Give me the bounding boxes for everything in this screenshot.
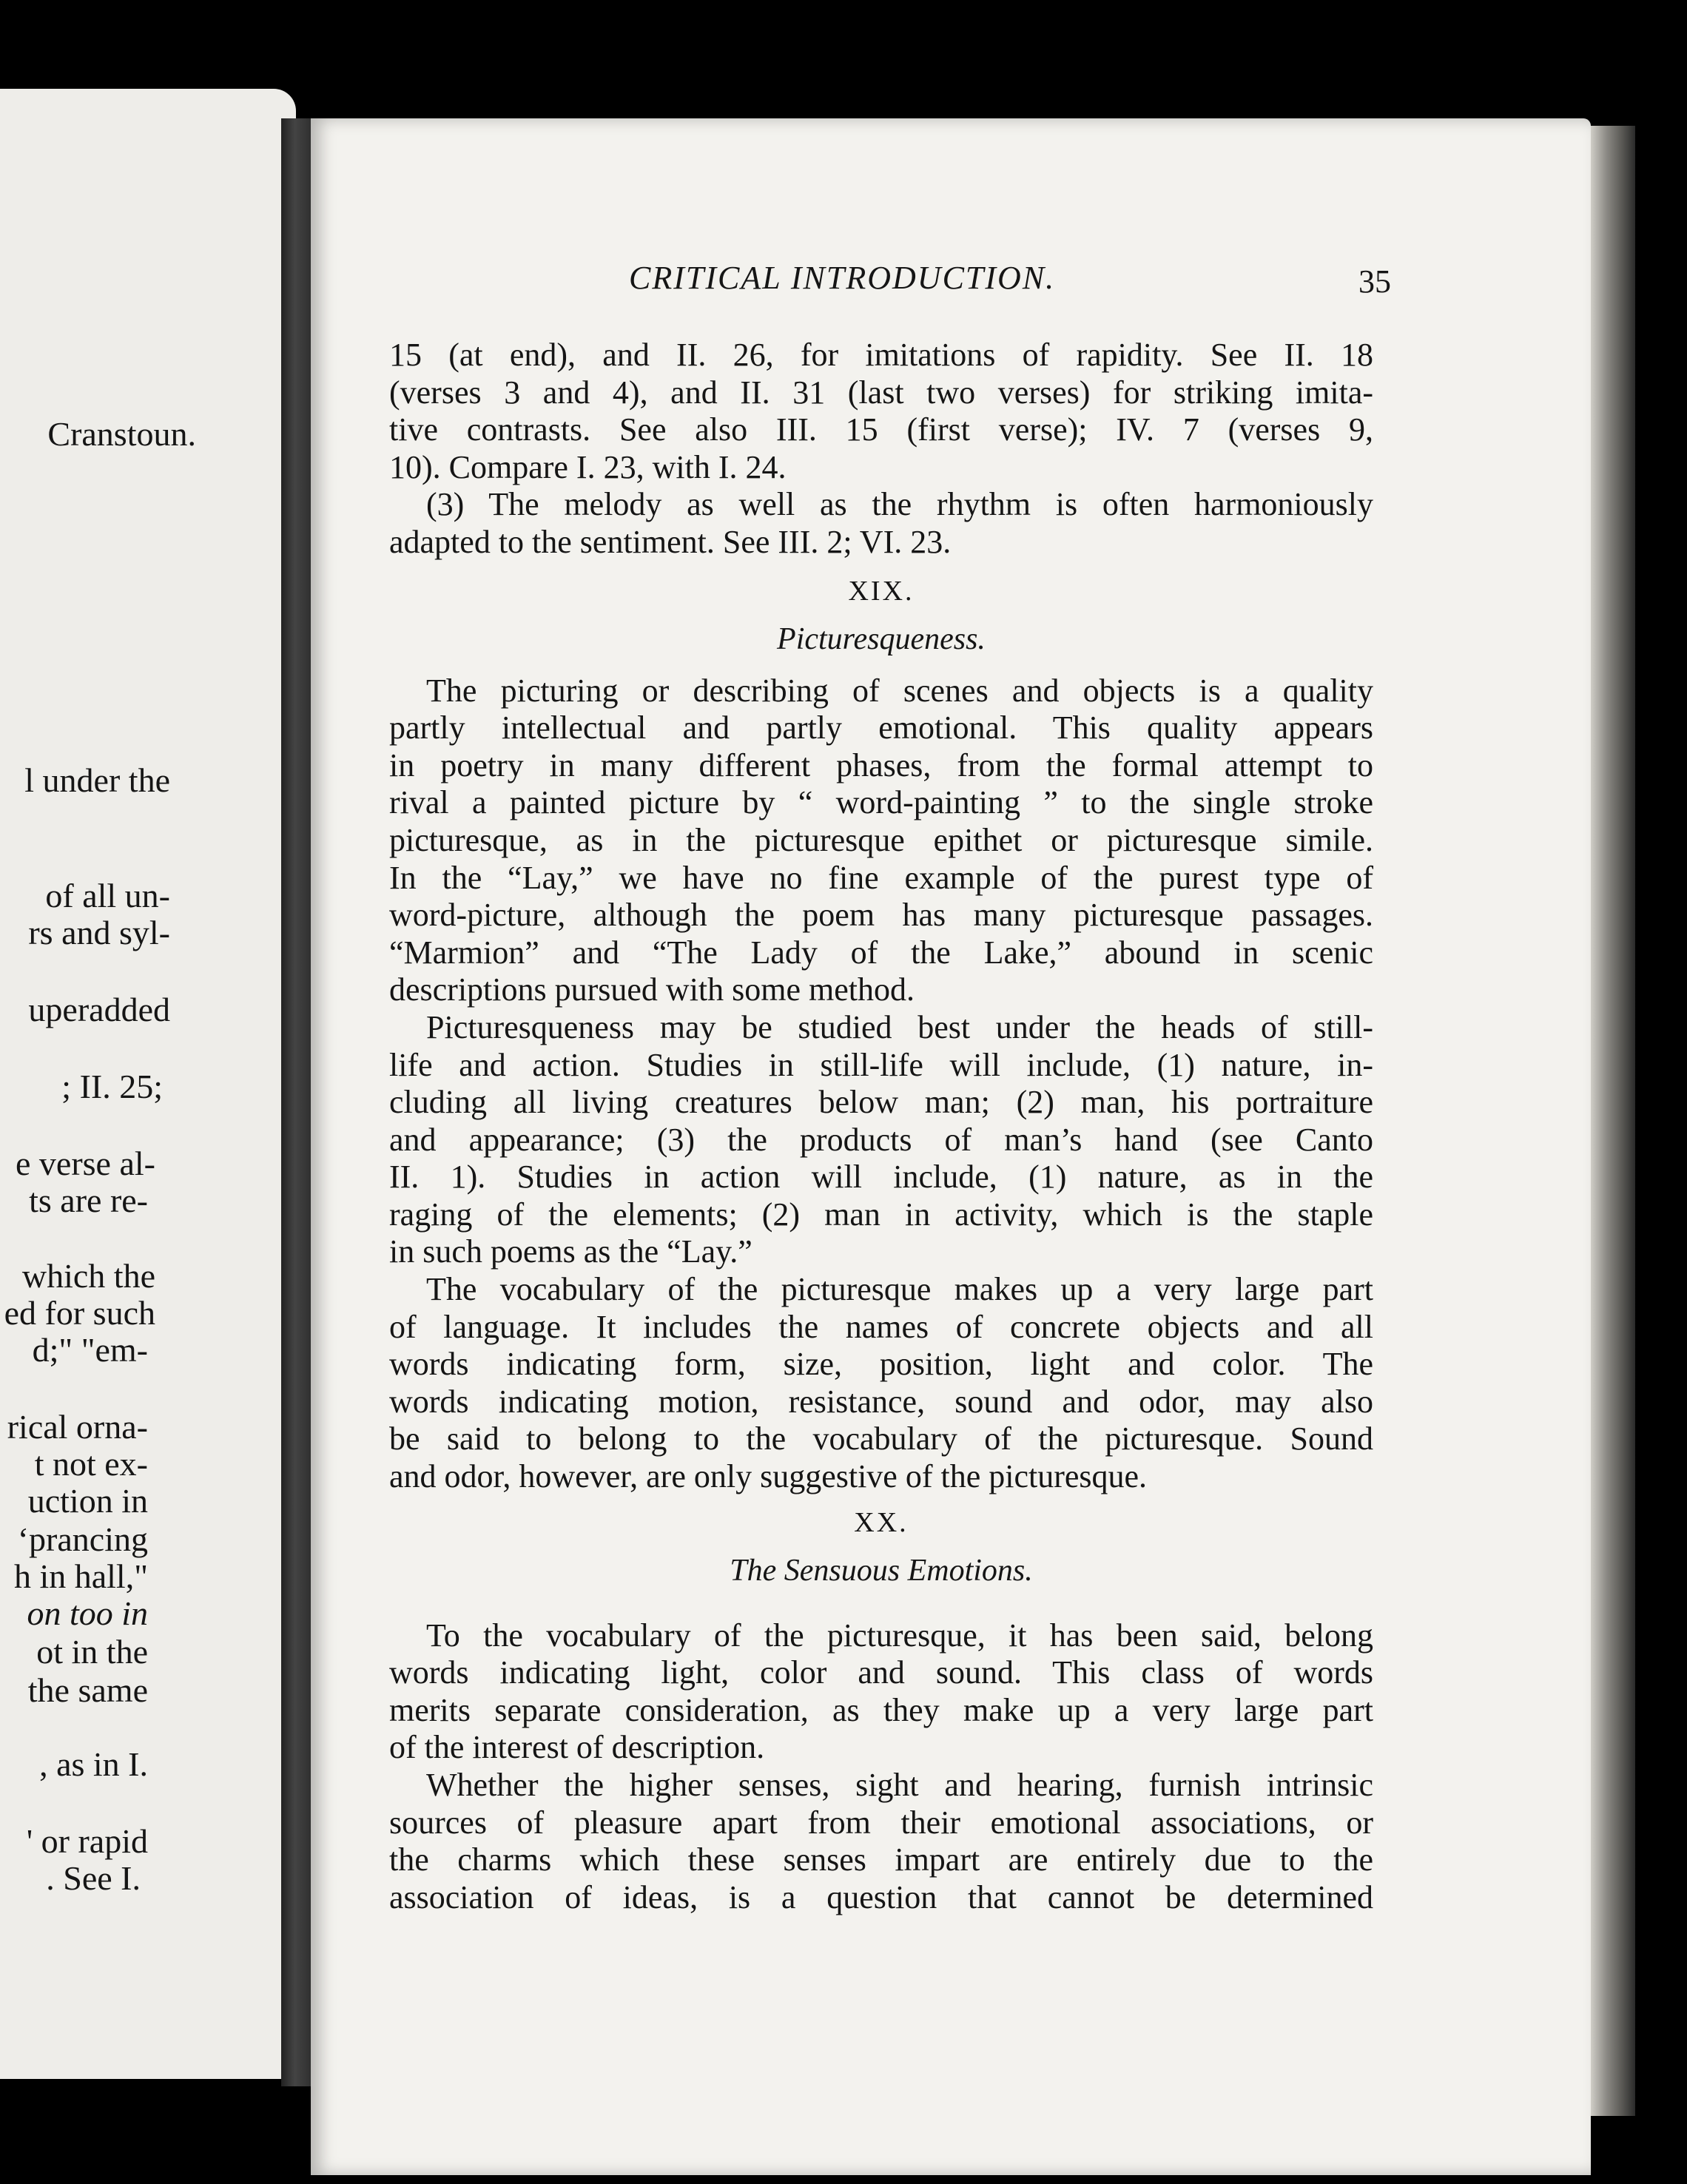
text-line: Whether the higher senses, sight and hearing, furnish intrinsic [426, 1767, 1373, 1803]
text-line: (verses 3 and 4), and II. 31 (last two verses) for striking imita- [389, 374, 1373, 411]
left-page-line: ; II. 25; [61, 1068, 163, 1105]
section-heading: The Sensuous Emotions. [730, 1553, 1033, 1588]
text-line: To the vocabulary of the picturesque, it has been said, belong [426, 1617, 1373, 1654]
left-page-line: e verse al- [16, 1145, 155, 1182]
left-page-line: ts are re- [29, 1182, 148, 1219]
text-line: II. 1). Studies in action will include, (1) nature, as in the [389, 1159, 1373, 1196]
text-line: in such poems as the “Lay.” [389, 1233, 752, 1270]
text-line: picturesque, as in the picturesque epithet or picturesque simile. [389, 821, 1373, 858]
text-line: (3) The melody as well as the rhythm is often harmoniously [426, 486, 1373, 523]
left-page-line: the same [27, 1671, 148, 1709]
text-line: merits separate consideration, as they make up a very large part [389, 1691, 1373, 1728]
left-page-line: d;" "em- [32, 1331, 148, 1369]
text-line: of language. It includes the names of concrete objects and all [389, 1308, 1373, 1345]
left-page-line: uperadded [28, 991, 170, 1028]
left-page-line: rs and syl- [28, 914, 170, 951]
left-page-line: ' or rapid [26, 1822, 148, 1860]
running-header [392, 259, 1391, 303]
text-line: The picturing or describing of scenes and objects is a quality [426, 672, 1373, 709]
page-edge [1591, 126, 1635, 2116]
text-line: “Marmion” and “The Lady of the Lake,” abound in scenic [389, 934, 1373, 971]
text-line: tive contrasts. See also III. 15 (first verse); IV. 7 (verses 9, [389, 411, 1373, 448]
text-line: and appearance; (3) the products of man’s hand (see Canto [389, 1121, 1373, 1158]
text-line: Picturesqueness may be studied best under the heads of still- [426, 1008, 1373, 1045]
text-line: 10). Compare I. 23, with I. 24. [389, 448, 787, 485]
text-line: adapted to the sentiment. See III. 2; VI. 23. [389, 523, 952, 560]
left-page-line: of all un- [45, 877, 170, 914]
text-line: descriptions pursued with some method. [389, 971, 915, 1008]
text-line: raging of the elements; (2) man in activity, which is the staple [389, 1196, 1373, 1233]
text-line: words indicating motion, resistance, sound and odor, may also [389, 1383, 1373, 1420]
page-number: 35 [1358, 263, 1391, 300]
text-line: and odor, however, are only suggestive of the picturesque. [389, 1458, 1148, 1495]
left-page-line: on too in [27, 1594, 148, 1632]
text-line: cluding all living creatures below man; (2) man, his portraiture [389, 1084, 1373, 1121]
section-number: XX. [854, 1506, 909, 1538]
text-line: partly intellectual and partly emotional. This quality appears [389, 710, 1373, 746]
section-heading: Picturesqueness. [777, 621, 986, 656]
left-page-line: . See I. [46, 1859, 141, 1897]
text-line: the charms which these senses impart are entirely due to the [389, 1841, 1373, 1878]
left-page-line: l under the [24, 761, 170, 799]
text-line: words indicating light, color and sound. This class of words [389, 1654, 1373, 1691]
text-line: life and action. Studies in still-life will include, (1) nature, in- [389, 1046, 1373, 1083]
section-number: XIX. [848, 575, 915, 607]
text-line: word-picture, although the poem has many picturesque passages. [389, 897, 1373, 934]
left-page-line: , as in I. [39, 1745, 148, 1783]
text-line: be said to belong to the vocabulary of the picturesque. Sound [389, 1420, 1373, 1457]
text-line: The vocabulary of the picturesque makes up a very large part [426, 1271, 1373, 1308]
text-line: in poetry in many different phases, from the formal attempt to [389, 746, 1373, 783]
previous-page-fragment [0, 89, 296, 2079]
left-page-line: uction in [27, 1482, 148, 1520]
left-page-line: ed for such [4, 1294, 155, 1332]
left-page-line: rical orna- [7, 1408, 148, 1446]
text-line: rival a painted picture by “ word-painting ” to the single stroke [389, 784, 1373, 821]
text-line: sources of pleasure apart from their emotional associations, or [389, 1804, 1373, 1841]
left-page-line: ‘prancing [17, 1520, 148, 1558]
text-line: association of ideas, is a question that cannot be determined [389, 1878, 1373, 1915]
text-line: of the interest of description. [389, 1729, 765, 1766]
left-page-line: Cranstoun. [47, 415, 196, 453]
left-page-line: which the [21, 1257, 155, 1295]
left-page-line: t not ex- [34, 1445, 148, 1483]
page-body [389, 337, 1373, 1916]
running-header-title: CRITICAL INTRODUCTION. [629, 260, 1056, 296]
left-page-line: ot in the [36, 1633, 148, 1671]
left-page-line: h in hall," [13, 1557, 148, 1595]
text-line: words indicating form, size, position, light and color. The [389, 1346, 1373, 1383]
text-line: In the “Lay,” we have no fine example of the purest type of [389, 859, 1373, 896]
text-line: 15 (at end), and II. 26, for imitations of rapidity. See II. 18 [389, 337, 1373, 373]
